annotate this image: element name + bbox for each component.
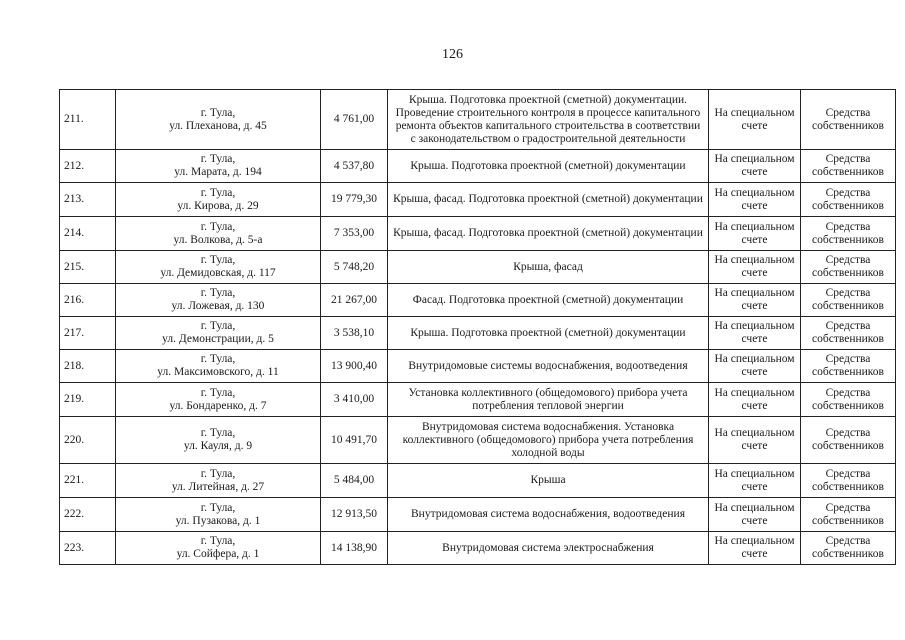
repair-works-table [59,89,896,565]
funding-source-cell: Средства собственников [801,150,896,183]
address-street: ул. Сойфера, д. 1 [176,548,260,560]
address-cell [116,90,321,150]
address-city: г. Тула, [200,501,236,514]
address-city: г. Тула, [200,153,236,165]
address-city: г. Тула, [200,535,236,547]
table-row [60,217,896,251]
row-number-cell: 212. [60,150,116,183]
account-cell: На специальном счете [709,350,801,383]
work-type-cell: Внутридомовая система электроснабжения [388,532,709,565]
table-row [60,183,896,217]
address-cell [116,251,321,284]
address-city: г. Тула, [200,186,236,199]
account-cell: На специальном счете [709,464,801,498]
funding-source-cell: Средства собственников [801,90,896,150]
address-street: ул. Волкова, д. 5-а [173,233,263,246]
account-cell: На специальном счете [709,417,801,464]
row-number-cell: 223. [60,532,116,565]
table-row [60,317,896,350]
account-cell: На специальном счете [709,150,801,183]
table-row [60,284,896,317]
address-cell [116,183,321,217]
work-type-cell: Внутридомовая система водоснабжения, водоотведения [388,498,709,532]
funding-source-cell: Средства собственников [801,464,896,498]
address-street: ул. Плеханова, д. 45 [169,119,267,132]
funding-source-cell: Средства собственников [801,284,896,317]
funding-source-cell: Средства собственников [801,383,896,417]
funding-source-cell: Средства собственников [801,532,896,565]
table-row [60,251,896,284]
work-type-cell: Крыша [388,464,709,498]
row-number-cell: 222. [60,498,116,532]
address-city: г. Тула, [200,427,236,439]
account-cell: На специальном счете [709,284,801,317]
address-cell [116,217,321,251]
work-type-cell: Внутридомовая система водоснабжения. Установка коллективного (общедомового) прибора учета потребления холодной воды [388,417,709,464]
address-street: ул. Кирова, д. 29 [177,199,259,212]
row-number-cell: 214. [60,217,116,251]
cost-cell: 19 779,30 [321,183,388,217]
table-row [60,464,896,498]
address-cell [116,464,321,498]
row-number-cell: 216. [60,284,116,317]
address-street: ул. Ложевая, д. 130 [171,300,265,312]
address-cell [116,498,321,532]
account-cell: На специальном счете [709,498,801,532]
work-type-cell: Крыша. Подготовка проектной (сметной) документации [388,150,709,183]
table-row [60,417,896,464]
work-type-cell: Внутридомовые системы водоснабжения, водоотведения [388,350,709,383]
address-city: г. Тула, [200,353,236,365]
address-city: г. Тула, [200,220,236,233]
address-street: ул. Кауля, д. 9 [183,440,253,452]
work-type-cell: Крыша. Подготовка проектной (сметной) документации [388,317,709,350]
cost-cell: 12 913,50 [321,498,388,532]
work-type-cell: Крыша. Подготовка проектной (сметной) документации. Проведение строительного контроля в процессе капитального ремонта объектов капитального строительства в соответствии с законодательством о градостроительной деятельности [388,90,709,150]
address-city: г. Тула, [200,386,236,399]
address-city: г. Тула, [200,254,236,266]
cost-cell: 4 761,00 [321,90,388,150]
row-number-cell: 221. [60,464,116,498]
account-cell: На специальном счете [709,317,801,350]
cost-cell: 3 410,00 [321,383,388,417]
address-cell [116,150,321,183]
cost-cell: 21 267,00 [321,284,388,317]
address-city: г. Тула, [200,287,236,299]
table-row [60,498,896,532]
funding-source-cell: Средства собственников [801,498,896,532]
cost-cell: 14 138,90 [321,532,388,565]
work-type-cell: Крыша, фасад [388,251,709,284]
address-street: ул. Демидовская, д. 117 [160,267,276,279]
address-cell [116,284,321,317]
funding-source-cell: Средства собственников [801,251,896,284]
account-cell: На специальном счете [709,217,801,251]
address-city: г. Тула, [200,106,236,119]
table-row [60,350,896,383]
table-row [60,150,896,183]
table-row [60,532,896,565]
address-cell [116,417,321,464]
cost-cell: 5 748,20 [321,251,388,284]
page-number: 126 [442,47,463,62]
row-number-cell: 215. [60,251,116,284]
work-type-cell: Фасад. Подготовка проектной (сметной) документации [388,284,709,317]
address-cell [116,350,321,383]
address-cell [116,532,321,565]
address-street: ул. Бондаренко, д. 7 [169,399,267,412]
address-cell [116,317,321,350]
work-type-cell: Установка коллективного (общедомового) прибора учета потребления тепловой энергии [388,383,709,417]
funding-source-cell: Средства собственников [801,217,896,251]
row-number-cell: 219. [60,383,116,417]
row-number-cell: 213. [60,183,116,217]
address-street: ул. Пузакова, д. 1 [175,514,261,527]
funding-source-cell: Средства собственников [801,317,896,350]
cost-cell: 3 538,10 [321,317,388,350]
funding-source-cell: Средства собственников [801,350,896,383]
table-row [60,90,896,150]
cost-cell: 10 491,70 [321,417,388,464]
address-street: ул. Максимовского, д. 11 [157,366,279,378]
cost-cell: 13 900,40 [321,350,388,383]
address-cell [116,383,321,417]
cost-cell: 5 484,00 [321,464,388,498]
cost-cell: 4 537,80 [321,150,388,183]
work-type-cell: Крыша, фасад. Подготовка проектной (сметной) документации [388,217,709,251]
funding-source-cell: Средства собственников [801,417,896,464]
account-cell: На специальном счете [709,251,801,284]
funding-source-cell: Средства собственников [801,183,896,217]
address-street: ул. Марата, д. 194 [174,166,262,178]
row-number-cell: 220. [60,417,116,464]
table-body [60,90,896,565]
address-street: ул. Демонстрации, д. 5 [162,333,274,345]
row-number-cell: 217. [60,317,116,350]
account-cell: На специальном счете [709,532,801,565]
table-row [60,383,896,417]
cost-cell: 7 353,00 [321,217,388,251]
row-number-cell: 218. [60,350,116,383]
address-street: ул. Литейная, д. 27 [171,480,265,493]
row-number-cell: 211. [60,90,116,150]
work-type-cell: Крыша, фасад. Подготовка проектной (сметной) документации [388,183,709,217]
account-cell: На специальном счете [709,90,801,150]
address-city: г. Тула, [200,320,236,332]
account-cell: На специальном счете [709,183,801,217]
address-city: г. Тула, [200,467,236,480]
account-cell: На специальном счете [709,383,801,417]
